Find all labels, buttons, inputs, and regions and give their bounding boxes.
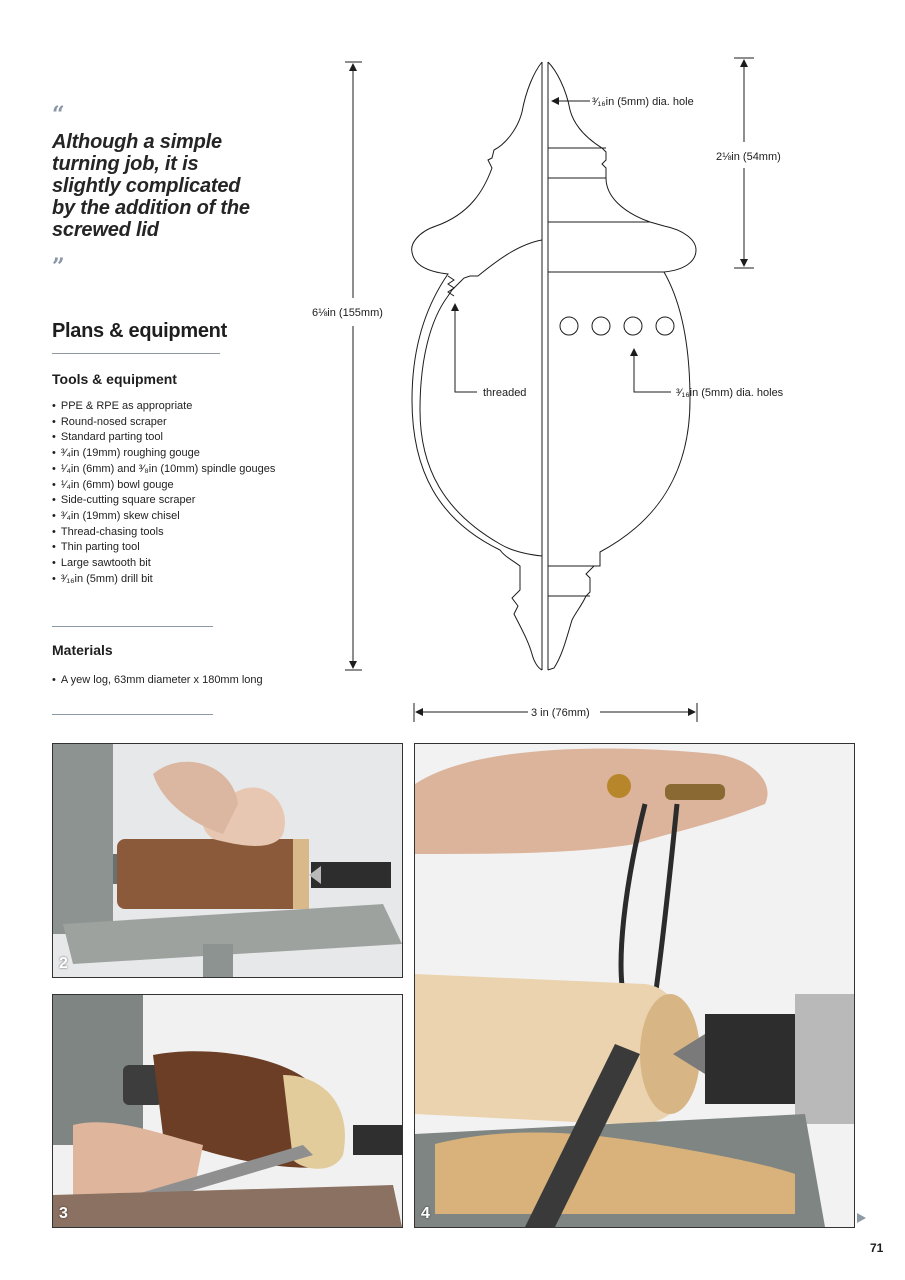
total-height-label: 6⅛in (155mm) — [312, 307, 383, 319]
top-hole-label: ³⁄₁₆in (5mm) dia. hole — [592, 96, 694, 108]
list-item: • Side-cutting square scraper — [52, 493, 352, 509]
side-hole — [592, 317, 610, 335]
photo-step-2 — [52, 743, 403, 978]
leader-side-holes — [634, 349, 671, 392]
list-item: • ¹⁄₄in (6mm) bowl gouge — [52, 478, 352, 494]
photo-number: 2 — [59, 955, 68, 972]
profile-outline-left — [412, 62, 542, 670]
page-number: 71 — [870, 1241, 884, 1255]
width-label: 3 in (76mm) — [531, 707, 590, 719]
profile-outline-right — [548, 62, 696, 670]
photo-step-3 — [52, 994, 403, 1228]
headstock — [53, 744, 113, 934]
list-item: • ³⁄₄in (19mm) roughing gouge — [52, 446, 352, 462]
lid-height-label: 2⅛in (54mm) — [716, 151, 781, 163]
side-hole — [656, 317, 674, 335]
photo-number: 3 — [59, 1205, 68, 1222]
quote-close-mark: ” — [52, 254, 65, 280]
list-item: • Standard parting tool — [52, 430, 352, 446]
photo-number: 4 — [421, 1205, 430, 1222]
inner-wall — [420, 296, 542, 556]
list-item: • Round-nosed scraper — [52, 415, 352, 431]
list-item: • ¹⁄₄in (6mm) and ³⁄₈in (10mm) spindle gouges — [52, 462, 352, 478]
quote-open-mark: “ — [52, 102, 65, 128]
list-item: • ³⁄₄in (19mm) skew chisel — [52, 509, 352, 525]
continue-arrow-icon — [857, 1213, 866, 1223]
list-item: • ³⁄₁₆in (5mm) drill bit — [52, 572, 352, 588]
list-item: • Thread-chasing tools — [52, 525, 352, 541]
tools-heading: Tools & equipment — [52, 371, 177, 387]
side-hole — [624, 317, 642, 335]
list-item: • Thin parting tool — [52, 540, 352, 556]
inner-wall — [448, 240, 542, 296]
list-item: • Large sawtooth bit — [52, 556, 352, 572]
materials-heading: Materials — [52, 642, 113, 658]
thread-label: threaded — [483, 387, 527, 399]
yew-log — [117, 839, 307, 909]
photo-step-4 — [414, 743, 855, 1228]
tailstock — [311, 862, 391, 888]
list-item: • A yew log, 63mm diameter x 180mm long — [52, 673, 352, 689]
side-hole — [560, 317, 578, 335]
leader-thread — [455, 304, 477, 392]
tailstock — [353, 1125, 402, 1155]
list-item: • PPE & RPE as appropriate — [52, 399, 352, 415]
pull-quote: Although a simple turning job, it is slightly complicated by the addition of the screwed lid — [52, 131, 250, 241]
section-heading: Plans & equipment — [52, 320, 227, 342]
thread-profile — [448, 276, 454, 296]
side-holes-label: ³⁄₁₆in (5mm) dia. holes — [676, 387, 784, 399]
